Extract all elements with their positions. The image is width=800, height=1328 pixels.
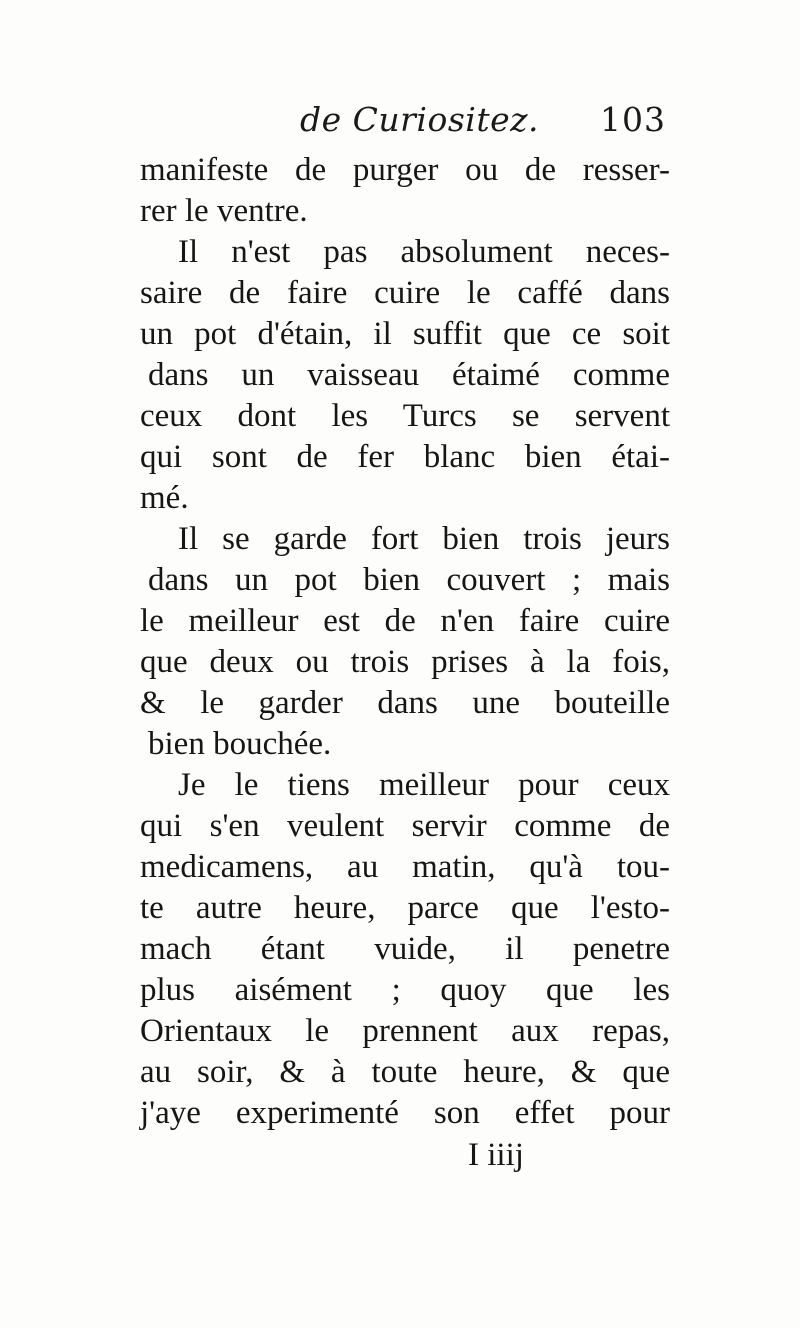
text-line: mach étant vuide, il penetre <box>140 931 670 967</box>
signature-mark: I iiij <box>468 1137 524 1173</box>
text-line: le meilleur est de n'en faire cuire <box>140 603 670 639</box>
text-line: j'aye experimenté son effet pour <box>140 1095 670 1131</box>
running-title: de Curiositez. <box>300 100 539 139</box>
text-line: & le garder dans une bouteille <box>140 685 670 721</box>
text-line: Orientaux le prennent aux repas, <box>140 1013 670 1049</box>
text-line: plus aisément ; quoy que les <box>140 972 670 1008</box>
text-line: medicamens, au matin, qu'à tou- <box>140 849 670 885</box>
text-line: manifeste de purger ou de resser- <box>140 152 670 188</box>
text-line: Je le tiens meilleur pour ceux <box>178 767 670 803</box>
page-number: 103 <box>600 100 666 139</box>
text-line: dans un pot bien couvert ; mais <box>148 562 670 598</box>
text-line: Il se garde fort bien trois jeurs <box>178 521 670 557</box>
text-line: qui sont de fer blanc bien étai- <box>140 439 670 475</box>
running-head <box>140 100 680 150</box>
text-line: Il n'est pas absolument neces- <box>178 234 670 270</box>
text-line: qui s'en veulent servir comme de <box>140 808 670 844</box>
text-line: un pot d'étain, il suffit que ce soit <box>140 316 670 352</box>
text-line: ceux dont les Turcs se servent <box>140 398 670 434</box>
body-text <box>140 150 670 1134</box>
text-line: rer le ventre. <box>140 193 308 229</box>
text-line: que deux ou trois prises à la fois, <box>140 644 670 680</box>
text-line: bien bouchée. <box>148 726 332 762</box>
text-line: au soir, & à toute heure, & que <box>140 1054 670 1090</box>
text-line: saire de faire cuire le caffé dans <box>140 275 670 311</box>
text-line: mé. <box>140 480 189 516</box>
text-line: te autre heure, parce que l'esto- <box>140 890 670 926</box>
text-line: dans un vaisseau étaimé comme <box>148 357 670 393</box>
